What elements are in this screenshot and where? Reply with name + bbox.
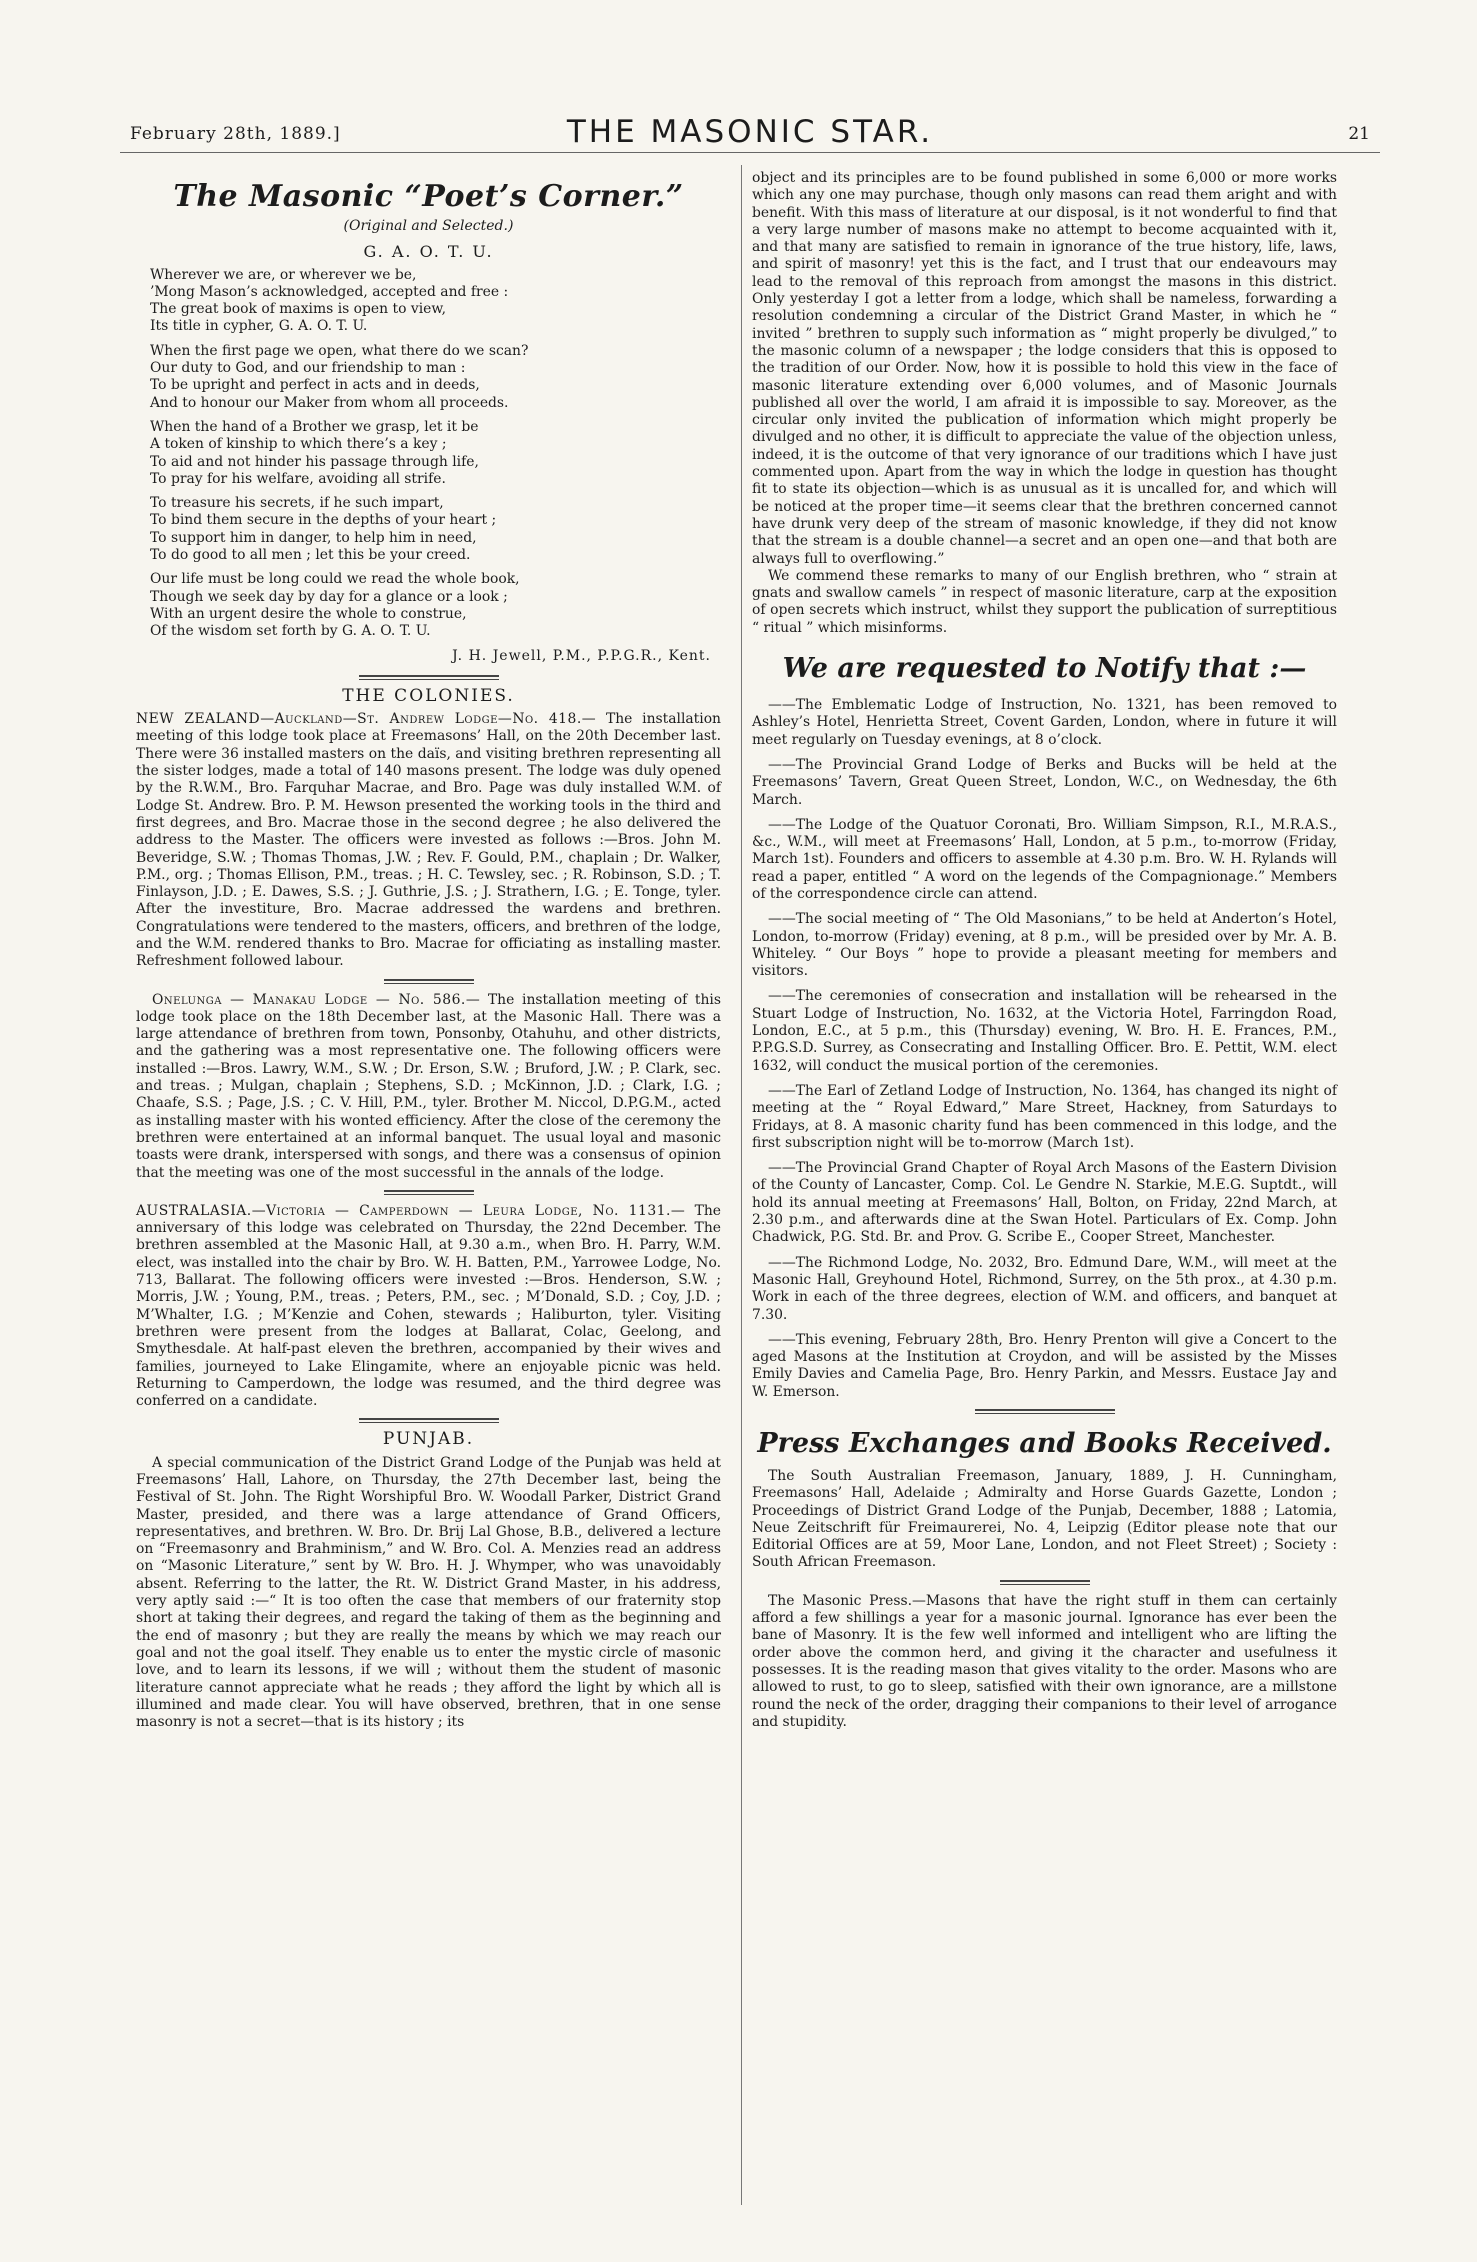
poem-line: When the hand of a Brother we grasp, let it be	[150, 418, 479, 435]
poem-line: To bind them secure in the depths of your heart ;	[150, 512, 497, 529]
article-paragraph	[136, 992, 721, 1182]
poem-stanza	[150, 343, 721, 412]
poem-signature: J. H. Jewell, P.M., P.P.G.R., Kent.	[452, 647, 711, 664]
poem-line: A token of kinship to which there’s a key ;	[150, 436, 447, 453]
poem-line: ’Mong Mason’s acknowledged, accepted and free :	[150, 283, 509, 300]
poem-line: Our duty to God, and our friendship to man :	[150, 360, 466, 377]
poem-line: With an urgent desire the whole to construe,	[150, 605, 467, 622]
header-rule	[120, 152, 1380, 153]
article-lead: AUSTRALASIA.—Victoria — Camperdown — Leura Lodge, No. 1131.—	[136, 1202, 686, 1219]
poem-line: To pray for his welfare, avoiding all strife.	[150, 470, 446, 487]
notice-item: ——The Richmond Lodge, No. 2032, Bro. Edmund Dare, W.M., will meet at the Masonic Hall, Greyhound Hotel, Richmond, Surrey, on the 5th prox., at 4.30 p.m. Work in each of the three degrees, election of W.M. and officers, and banquet at 7.30.	[752, 1254, 1337, 1323]
notice-item: ——The Emblematic Lodge of Instruction, No. 1321, has been removed to Ashley’s Hotel, Henrietta Street, Covent Garden, London, where in future it will meet regularly on Tuesday evenings, at 8 o’clock.	[752, 697, 1337, 748]
punjab-heading: PUNJAB.	[382, 1429, 475, 1450]
section-rule	[975, 1409, 1115, 1414]
paragraph-rule	[384, 1190, 474, 1195]
masthead-title: THE MASONIC STAR.	[566, 114, 934, 150]
paragraph-rule	[384, 979, 474, 984]
masonic-press-paragraph: The Masonic Press.—Masons that have the right stuff in them can certainly afford a few shillings a year for a masonic journal. Ignorance has ever been the bane of Masonry. It is the few well informed and intelligent who are lifting the order above the common herd, and giving it the character and usefulness it possesses. It is the reading mason that gives vitality to the order. Masons who are allowed to rust, to go to sleep, satisfied with their own ignorance, are a millstone round the neck of the order, dragging their companions to their level of arrogance and stupidity.	[752, 1592, 1337, 1730]
poem-line: Though we seek day by day for a glance or a look ;	[150, 588, 508, 605]
poem-line: To support him in danger, to help him in need,	[150, 529, 477, 546]
column-divider	[741, 165, 742, 2205]
notice-item: ——The Earl of Zetland Lodge of Instruction, No. 1364, has changed its night of meeting at the “ Royal Edward,” Mare Street, Hackney, from Saturdays to Fridays, at 8. A masonic charity fund has been commenced in this lodge, and the first subscription night will be to-morrow (March 1st).	[752, 1082, 1337, 1151]
poem-stanza	[150, 571, 721, 640]
section-rule	[359, 1418, 499, 1423]
section-rule	[359, 675, 499, 680]
press-list: The South Australian Freemason, January, 1889, J. H. Cunningham, Freemasons’ Hall, Adelaide ; Admiralty and Horse Guards Gazette, London ; Proceedings of District Grand Lodge of the Punjab, December, 1888 ; Latomia, Neue Zeitschrift für Freimaurerei, No. 4, Leipzig (Editor please note that our Editorial Offices are at 59, Moor Lane, London, and not Fleet Street) ; Society : South African Freemason.	[752, 1468, 1337, 1571]
poem-line: Wherever we are, or wherever we be,	[150, 266, 417, 283]
article-paragraph: A special communication of the District Grand Lodge of the Punjab was held at Freemasons’ Hall, Lahore, on Thursday, the 27th December last, being the Festival of St. John. The Right Worshipful Bro. W. Woodall Parker, District Grand Master, presided, and there was a large attendance of Grand Officers, representatives, and brethren. W. Bro. Dr. Brij Lal Ghose, B.B., delivered a lecture on “Freemasonry and Brahminism,” and W. Bro. Col. A. Menzies read an address on “Masonic Literature,” sent by W. Bro. H. J. Whymper, who was unavoidably absent. Referring to the latter, the Rt. W. District Grand Master, in his address, very aptly said :—“ It is too often the case that members of our fraternity stop short at taking their degrees, and regard the taking of them as the beginning and the end of masonry ; but they are really the means by which we may reach our goal and not the goal itself. They enable us to enter the mystic circle of masonic love, and to learn its lessons, if we will ; without them the student of masonic literature cannot appreciate what he reads ; they afford the light by which all is illumined and made clear. You will have observed, brethren, that in one sense masonry is not a secret—that is its history ; its	[136, 1454, 721, 1731]
article-paragraph	[136, 711, 721, 970]
notice-item: ——The Lodge of the Quatuor Coronati, Bro. William Simpson, R.I., M.R.A.S., &c., W.M., will meet at Freemasons’ Hall, London, at 5 p.m., to-morrow (Friday, March 1st). Founders and officers to assemble at 4.30 p.m. Bro. W. H. Rylands will read a paper, entitled “ A word on the legends of the Compagnionage.” Members of the correspondence circle can attend.	[752, 816, 1337, 902]
poem-line: Of the wisdom set forth by G. A. O. T. U.	[150, 623, 431, 640]
poem-stanza	[150, 495, 721, 564]
poem-stanza	[150, 419, 721, 488]
right-column	[752, 170, 1337, 1731]
left-column	[136, 170, 721, 1731]
poets-corner-title: The Masonic “Poet’s Corner.”	[173, 179, 684, 214]
page-number: 21	[1348, 124, 1370, 144]
poem-line: To aid and not hinder his passage through life,	[150, 453, 479, 470]
poem-title: G. A. O. T. U.	[363, 242, 494, 262]
colonies-heading: THE COLONIES.	[342, 685, 515, 706]
poem-line: The great book of maxims is open to view,	[150, 301, 447, 318]
poem-line: Our life must be long could we read the whole book,	[150, 571, 520, 588]
article-text: The installation meeting of this lodge took place at Freemasons’ Hall, on the 20th December last. There were 36 installed masters on the daïs, and visiting brethren representing all the sister lodges, made a total of 140 masons present. The lodge was duly opened by the R.W.M., Bro. Farquhar Macrae, and Bro. Page was duly installed W.M. of Lodge St. Andrew. Bro. P. M. Hewson presented the working tools in the third and first degrees, and Bro. Macrae those in the second degree ; he also delivered the address to the Master. The officers were invested as follows :—Bros. John M. Beveridge, S.W. ; Thomas Thomas, J.W. ; Rev. F. Gould, P.M., chaplain ; Dr. Walker, P.M., org. ; Thomas Ellison, P.M., treas. ; H. C. Tewsley, sec. ; R. Robinson, S.D. ; T. Finlayson, J.D. ; E. Dawes, S.S. ; J. Guthrie, J.S. ; J. Strathern, I.G. ; E. Tonge, tyler. After the investiture, Bro. Macrae addressed the wardens and brethren. Congratulations were tendered to the masters, officers, and brethren of the lodge, and the W.M. rendered thanks to Bro. Macrae for officiating as installing master. Refreshment followed labour.	[136, 711, 722, 970]
notice-item: ——This evening, February 28th, Bro. Henry Prenton will give a Concert to the aged Masons at the Institution at Croydon, and will be assisted by the Misses Emily Davies and Camelia Page, Bro. Henry Parkin, and Messrs. Eustace Jay and W. Emerson.	[752, 1331, 1337, 1400]
article-text: The anniversary of this lodge was celebrated on Thursday, the 22nd December. The brethren assembled at the Masonic Hall, at 9.30 a.m., when Bro. H. Parry, W.M. elect, was installed into the chair by Bro. W. H. Batten, P.M., Yarrowee Lodge, No. 713, Ballarat. The following officers were invested :—Bros. Henderson, S.W. ; Morris, J.W. ; Young, P.M., treas. ; Peters, P.M., sec. ; M’Donald, S.D. ; Coy, J.D. ; M’Whalter, I.G. ; M’Kenzie and Cohen, stewards ; Haliburton, tyler. Visiting brethren were present from the lodges at Ballarat, Colac, Geelong, and Smythesdale. At half-past eleven the brethren, accompanied by their wives and families, journeyed to Lake Elingamite, where an enjoyable picnic was held. Returning to Camperdown, the lodge was resumed, and the third degree was conferred on a candidate.	[136, 1202, 721, 1410]
article-lead: NEW ZEALAND—Auckland—St. Andrew Lodge—No. 418.—	[136, 711, 597, 728]
poem-line: And to honour our Maker from whom all proceeds.	[150, 394, 509, 411]
notice-item: ——The Provincial Grand Chapter of Royal Arch Masons of the Eastern Division of the County of Lancaster, Comp. Col. Le Gendre N. Starkie, M.E.G. Suptdt., will hold its annual meeting at Freemasons’ Hall, Bolton, on Friday, 22nd March, at 2.30 p.m., and afterwards dine at the Swan Hotel. Particulars of Ex. Comp. John Chadwick, P.G. Std. Br. and Prov. G. Scribe E., Cooper Street, Manchester.	[752, 1160, 1337, 1246]
issue-date: February 28th, 1889.]	[130, 124, 341, 144]
notice-item: ——The Provincial Grand Lodge of Berks and Bucks will be held at the Freemasons’ Tavern, Great Queen Street, London, W.C., on Wednesday, the 6th March.	[752, 756, 1337, 808]
poem-line: To do good to all men ; let this be your creed.	[150, 547, 471, 564]
article-paragraph	[136, 1203, 721, 1411]
article-text: The installation meeting of this lodge took place on the 18th December last, at the Masonic Hall. There was a large attendance of brethren from town, Ponsonby, Otahuhu, and other districts, and the gathering was a most representative one. The following officers were installed :—Bros. Lawry, W.M., S.W. ; Dr. Erson, S.W. ; Bruford, J.W. ; P. Clark, sec. and treas. ; Mulgan, chaplain ; Stephens, S.D. ; McKinnon, J.D. ; Clark, I.G. ; Chaafe, S.S. ; Page, J.S. ; C. V. Hill, P.M., tyler. Brother M. Niccol, D.P.G.M., acted as installing master with his wonted efficiency. After the close of the ceremony the brethren were entertained at an informal banquet. The usual loyal and masonic toasts were drank, interspersed with songs, and there was a consensus of opinion that the meeting was one of the most successful in the annals of the lodge.	[136, 991, 722, 1181]
paragraph-rule	[1000, 1580, 1090, 1585]
poem-line: To treasure his secrets, if he such impart,	[150, 495, 444, 512]
poets-corner-subtitle: (Original and Selected.)	[343, 218, 514, 234]
poem-line: Its title in cypher, G. A. O. T. U.	[150, 318, 368, 335]
article-paragraph: We commend these remarks to many of our English brethren, who “ strain at gnats and swallow camels ” in respect of masonic literature, carp at the exposition of open secrets which instruct, whilst they support the publication of surreptitious “ ritual ” which misinforms.	[752, 567, 1337, 636]
notice-item: ——The ceremonies of consecration and installation will be rehearsed in the Stuart Lodge of Instruction, No. 1632, at the Victoria Hotel, Farringdon Road, London, E.C., at 5 p.m., this (Thursday) evening, W. Bro. H. E. Frances, P.M., P.P.G.S.D. Surrey, as Consecrating and Installing Officer. Bro. E. Pettit, W.M. elect 1632, will conduct the musical portion of the ceremonies.	[752, 988, 1337, 1074]
running-head	[120, 112, 1380, 152]
notice-item: ——The social meeting of “ The Old Masonians,” to be held at Anderton’s Hotel, London, to-morrow (Friday) evening, at 8 p.m., will be presided over by Mr. A. B. Whiteley. “ Our Boys ” hope to provide a pleasant meeting for members and visitors.	[752, 911, 1337, 980]
poem-line: To be upright and perfect in acts and in deeds,	[150, 377, 480, 394]
poem-stanza	[150, 267, 721, 336]
poem	[136, 267, 721, 641]
press-heading: Press Exchanges and Books Received.	[757, 1428, 1332, 1459]
article-paragraph: object and its principles are to be found published in some 6,000 or more works which any one may purchase, though only masons can read them aright and with benefit. With this mass of literature at our disposal, is it not wonderful to find that a very large number of masons make no attempt to become acquainted with it, and that many are satisfied to remain in ignorance of the true history, life, laws, and spirit of masonry! yet this is the fact, and I trust that our endeavours may lead to the removal of this reproach from amongst the masons in this district. Only yesterday I got a letter from a lodge, which shall be nameless, forwarding a resolution condemning a circular of the District Grand Master, in which he “ invited ” brethren to supply such information as “ might properly be divulged,” to the masonic column of a newspaper ; the lodge considers that this is opposed to the tradition of our Order. Now, how it is possible to hold this view in the face of masonic literature extending over 6,000 volumes, and of Masonic Journals published all over the world, I am afraid it is impossible to say. Moreover, as the circular only invited the publication of information which might properly be divulged and no other, it is difficult to appreciate the value of the objection unless, indeed, it is the outcome of that very ignorance of our traditions which I have just commented upon. Apart from the way in which the lodge in question has thought fit to state its objection—which is as unusual as it is uncalled for, and which will be noticed at the proper time—it seems clear that the brethren concerned cannot have drunk very deep of the stream of masonic knowledge, if they did not know that the stream is a double channel—a secret and an open one—and that both are always full to overflowing.”	[752, 170, 1337, 567]
notify-heading: We are requested to Notify that :—	[782, 653, 1307, 685]
poem-line: When the first page we open, what there do we scan?	[150, 342, 529, 359]
article-lead: Onelunga — Manakau Lodge — No. 586.—	[152, 991, 481, 1008]
